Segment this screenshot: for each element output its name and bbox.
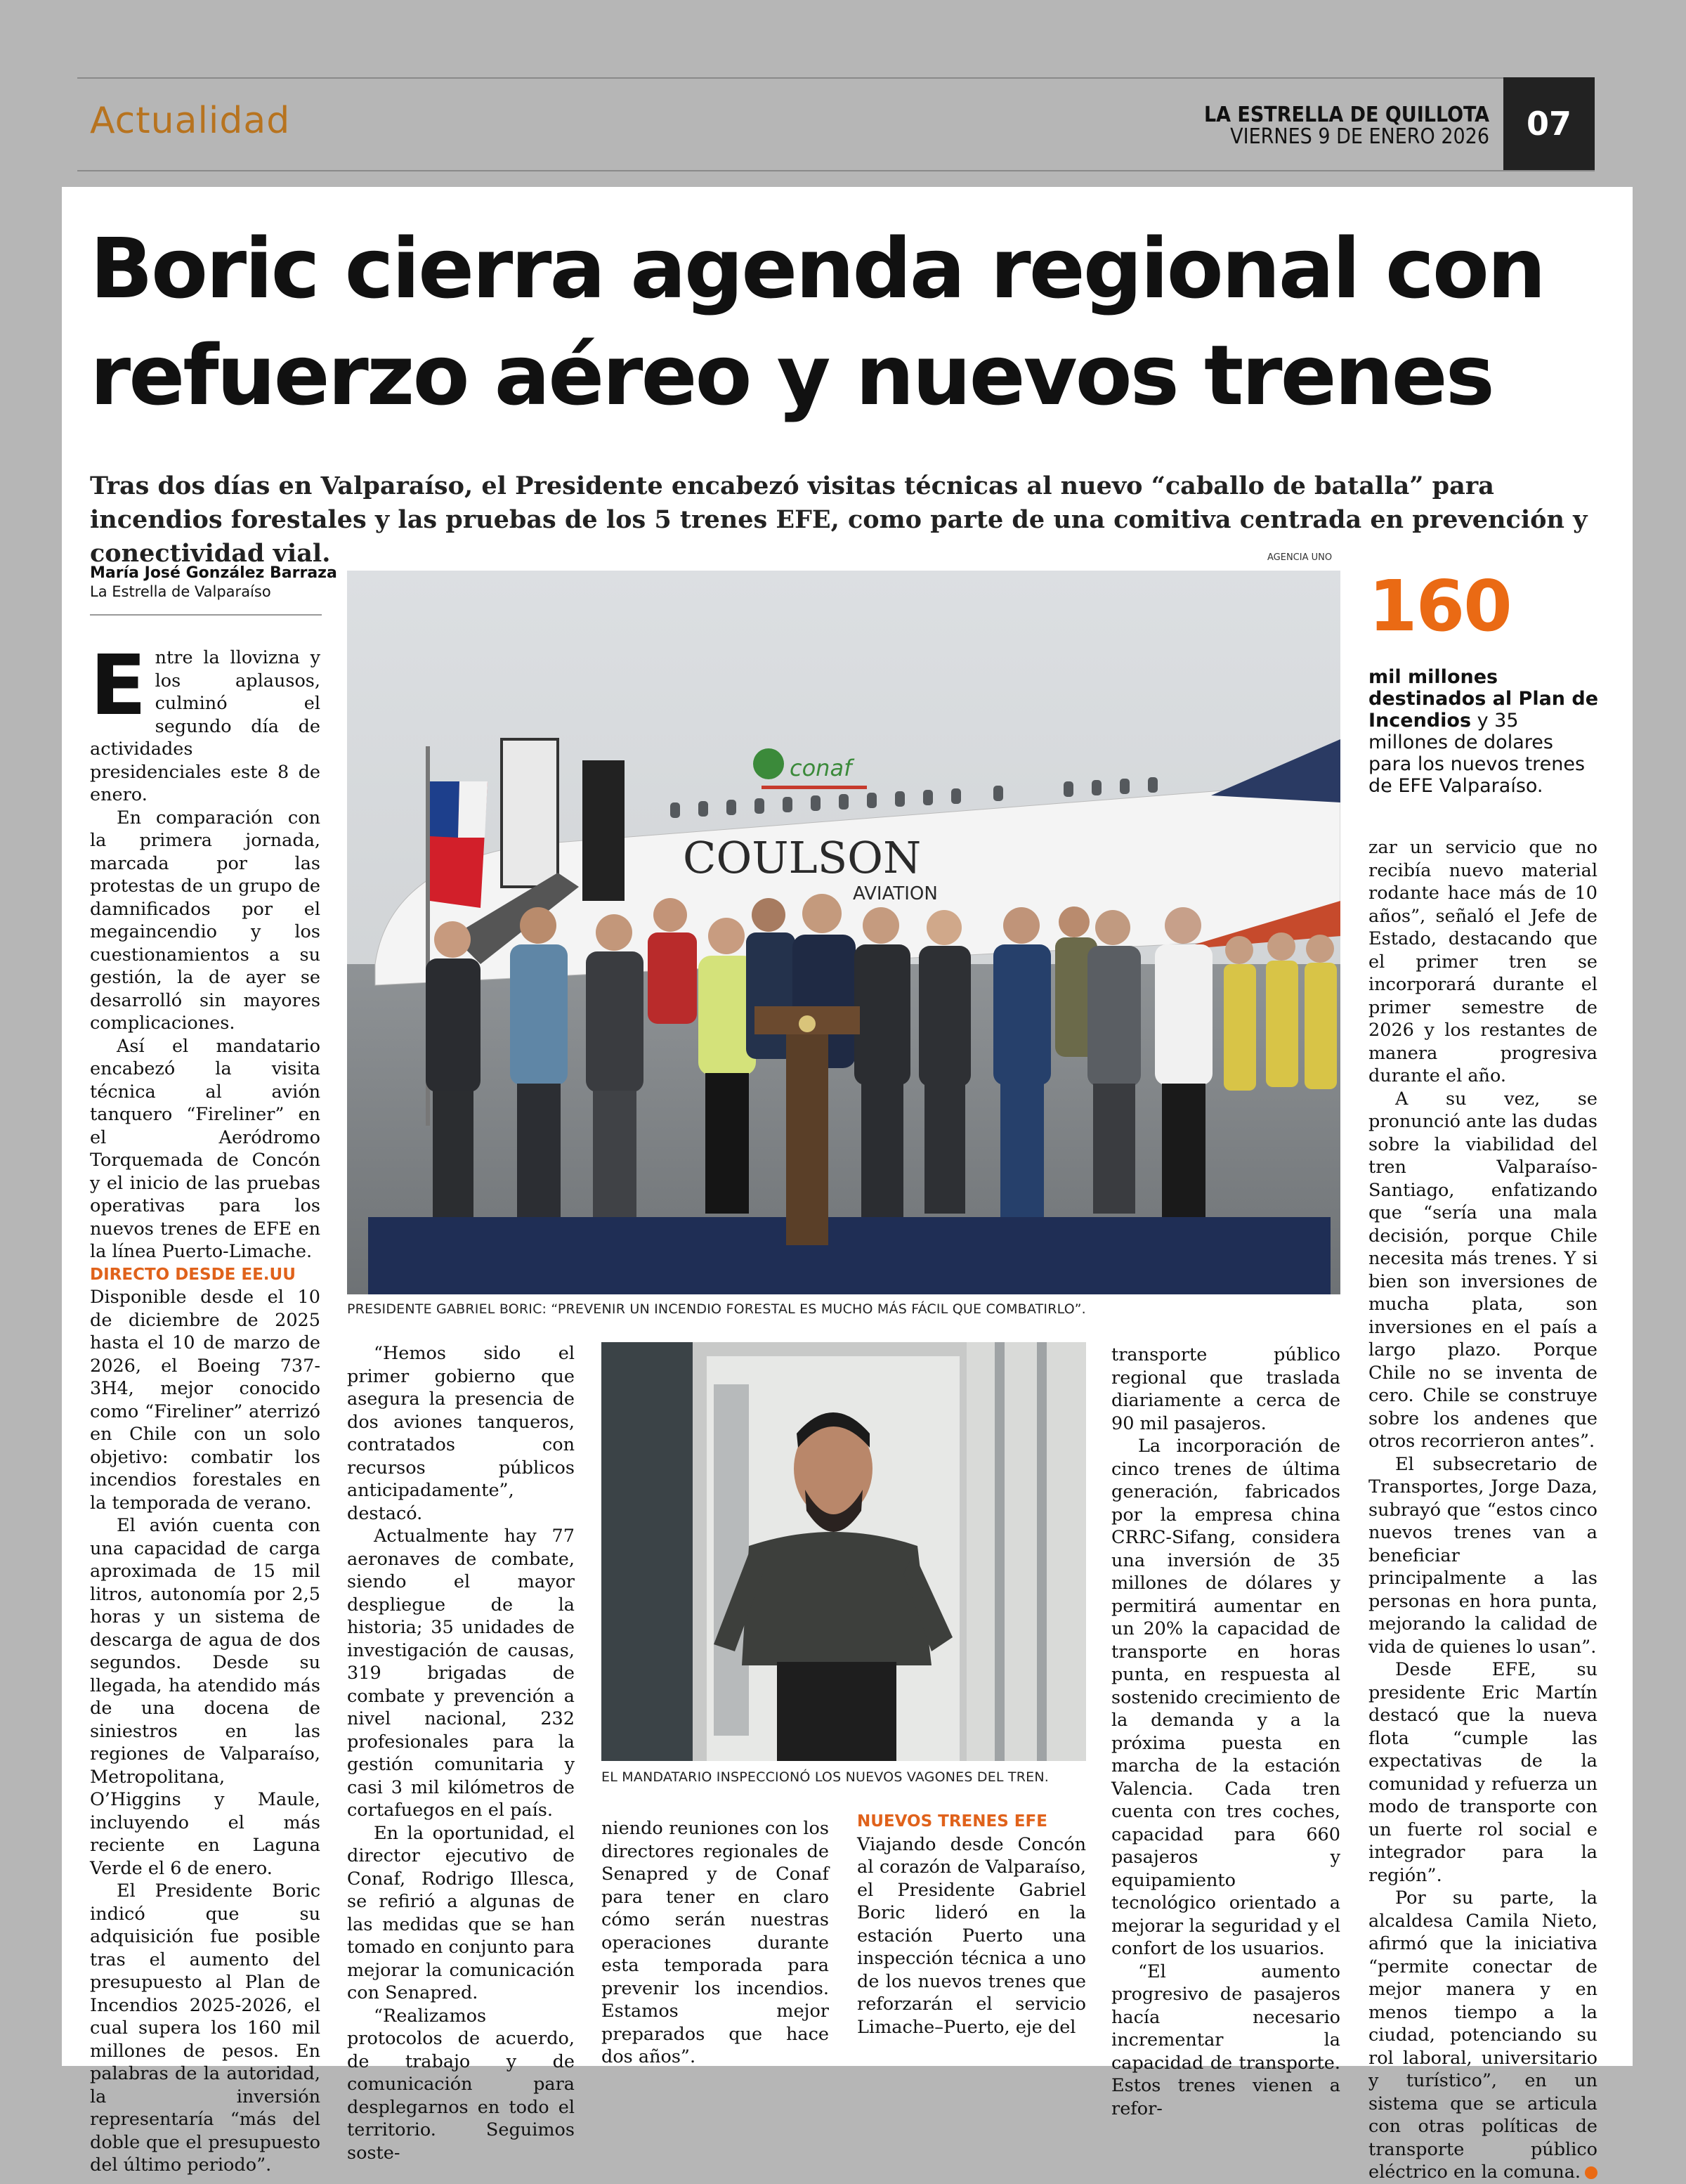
- paper-name: LA ESTRELLA DE QUILLOTA: [1203, 103, 1489, 127]
- subhead-directo: DIRECTO DESDE EE.UU: [90, 1265, 296, 1284]
- paragraph: Así el mandatario encabezó la visita técnica al avión tanquero “Fireliner” en el Aeródromo Torquemada de Concón y el inicio de las pruebas operativas para los nuevos trenes de EFE en la línea Puerto-Limache.: [90, 1035, 320, 1262]
- plane-brand: COULSON: [683, 832, 922, 883]
- paragraph: A su vez, se pronunció ante las dudas sobre la viabilidad del tren Valparaíso-Santiago, enfatizando que “sería una mala decisión, porque Chile necesita más trenes. Y si bien son inversiones de mucha plata, son inversiones en el país a largo plazo. Porque Chile no se inventa de cero. Chile se construye sobre los andenes que otros recorrieron antes”.: [1368, 1088, 1598, 1452]
- stat-text: [1368, 666, 1600, 797]
- person: [993, 907, 1051, 1217]
- conaf-logo-text: conaf: [790, 755, 852, 781]
- byline: [90, 564, 337, 602]
- author-name: María José González Barraza: [90, 564, 337, 582]
- paragraph: La incorporación de cinco trenes de última generación, fabricados por la empresa china CRRC-Sifang, considera una inversión de 35 millones de dólares y permitirá aumentar en un 20% la capacidad de transporte en horas punta, en respuesta al sostenido crecimiento de la demanda y a la próxima puesta en marcha de la estación Valencia. Cada tren cuenta con tres coches, capacidad para 660 pasajeros y equipamiento tecnológico orientado a mejorar la seguridad y el confort de los usuarios.: [1111, 1436, 1340, 1959]
- train-photo-caption: EL MANDATARIO INSPECCIONÓ LOS NUEVOS VAGONES DEL TREN.: [601, 1769, 1049, 1785]
- train-inspection-image: [601, 1342, 1086, 1761]
- lead-paragraph: Tras dos días en Valparaíso, el Presidente encabezó visitas técnicas al nuevo “caballo de batalla” para incendios forestales y las pruebas de los 5 trenes EFE, como parte de una comitiva centrada en prevención y conectividad vial.: [90, 472, 1588, 568]
- paragraph: Disponible desde el 10 de diciembre de 2025 hasta el 10 de marzo de 2026, el Boeing 737-3H4, mejor conocido como “Fireliner” aterrizó en Chile con un solo objetivo: combatir los incendios forestales en la temporada de verano.: [90, 1287, 320, 1514]
- paragraph: El Presidente Boric indicó que su adquisición fue posible tras el aumento del presupuesto al Plan de Incendios 2025-2026, el cual supera los 160 mil millones de pesos. En palabras de la autoridad, la inversión representaría “más del doble que el presupuesto del último periodo”.: [90, 1880, 320, 2176]
- paragraph: El avión cuenta con una capacidad de carga aproximada de 15 mil litros, autonomía por 2,5 horas y un sistema de descarga de agua de dos segundos. Desde su llegada, ha atendido más de una docena de siniestros en las regiones de Valparaíso, Metropolitana, O’Higgins y Maule, incluyendo el más reciente en Laguna Verde el 6 de enero.: [90, 1515, 320, 1879]
- paragraph: niendo reuniones con los directores regionales de Senapred y de Conaf para tener en claro cómo serán nuestras operaciones durante esta temporada para prevenir los incendios. Estamos mejor preparados que hace dos años”.: [601, 1818, 829, 2067]
- column-3: [601, 1817, 829, 2069]
- person: [1155, 907, 1213, 1217]
- photo-credit: AGENCIA UNO: [1267, 552, 1333, 563]
- column-5: [1111, 1344, 1340, 2120]
- paragraph: “Hemos sido el primer gobierno que asegura la presencia de dos aviones tanqueros, contratados con recursos públicos anticipadamente”, destacó.: [347, 1343, 575, 1524]
- person: [510, 907, 568, 1217]
- headline-line-1: Boric cierra agenda regional con: [90, 220, 1544, 317]
- subhead-trenes: NUEVOS TRENES EFE: [857, 1812, 1047, 1831]
- train-photo: [601, 1342, 1086, 1761]
- dropcap: E: [90, 637, 147, 734]
- issue-date: VIERNES 9 DE ENERO 2026: [1230, 124, 1489, 149]
- paragraph: “El aumento progresivo de pasajeros hacía necesario incrementar la capacidad de transporte. Estos trenes vienen a refor-: [1111, 1961, 1340, 2119]
- page-number: 07: [1503, 77, 1595, 170]
- section-label: Actualidad: [90, 100, 291, 142]
- paragraph: Actualmente hay 77 aeronaves de combate, siendo el mayor despliegue de la historia; 35 unidades de investigación de causas, 319 brigadas de combate y prevención a nivel nacional, 232 profesionales para la gestión comunitaria y casi 3 mil kilómetros de cortafuegos en el país.: [347, 1526, 575, 1821]
- byline-rule: [90, 614, 322, 616]
- paragraph: transporte público regional que traslada diariamente a cerca de 90 mil pasajeros.: [1111, 1344, 1340, 1434]
- paragraph: “Realizamos protocolos de acuerdo, de trabajo y de comunicación para desplegarnos en todo el territorio. Seguimos soste-: [347, 2005, 575, 2164]
- paragraph: El subsecretario de Transportes, Jorge Daza, subrayó que “estos cinco nuevos trenes van a beneficiar principalmente a las personas en hora punta, mejorando la calidad de vida de quienes lo usan”.: [1368, 1453, 1597, 1658]
- column-4: [857, 1810, 1086, 2039]
- column-2: [347, 1342, 575, 2164]
- person: [919, 910, 971, 1214]
- chile-flag: [430, 781, 488, 908]
- column-6: [1368, 836, 1597, 2184]
- headline-line-2: refuerzo aéreo y nuevos trenes: [90, 327, 1493, 424]
- headline: [90, 215, 1621, 429]
- paragraph: zar un servicio que no recibía nuevo material rodante hace más de 10 años”, señaló el Jefe de Estado, destacando que el primer tren se incorporará durante el primer semestre de 2026 y los restantes de manera progresiva durante el año.: [1368, 837, 1597, 1086]
- paragraph-text: ntre la llovizna y los aplausos, culminó el segundo día de actividades presidenciales este 8 de enero.: [90, 647, 320, 805]
- paragraph: [1368, 1887, 1597, 2184]
- person: [586, 914, 643, 1217]
- stat-bold: mil millones destinados al Plan de Incendios: [1368, 666, 1599, 732]
- main-photo: [347, 571, 1340, 1294]
- top-rule: [77, 77, 1595, 79]
- paragraph: Desde EFE, su presidente Eric Martín destacó que la nueva flota “cumple las expectativas de la comunidad y refuerza un modo de transporte con un fuerte rol social e integrador para la región”.: [1368, 1659, 1597, 1886]
- person: [1087, 910, 1141, 1214]
- press-conference-image: [347, 571, 1340, 1294]
- author-outlet: La Estrella de Valparaíso: [90, 583, 271, 600]
- paragraph: En comparación con la primera jornada, marcada por las protestas de un grupo de damnificados por el megaincendio y los cuestionamientos a su gestión, la de ayer se desarrolló sin mayores complicaciones.: [90, 807, 320, 1034]
- paragraph: En la oportunidad, el director ejecutivo de Conaf, Rodrigo Illesca, se refirió a algunas de las medidas que se han tomado en conjunto para mejorar la comunicación con Senapred.: [347, 1822, 575, 2003]
- stat-number: 160: [1368, 565, 1511, 647]
- paragraph: Viajando desde Concón al corazón de Valparaíso, el Presidente Gabriel Boric lideró en la estación Puerto una inspección técnica a uno de los nuevos trenes que reforzarán el servicio Limache–Puerto, eje del: [857, 1833, 1086, 2038]
- paragraph: [90, 637, 320, 807]
- stat-rest: y 35 millones de dolares para los nuevos trenes de EFE Valparaíso.: [1368, 710, 1586, 797]
- column-1: [90, 637, 320, 2177]
- plane-sub: AVIATION: [853, 883, 938, 904]
- end-mark-icon: [1585, 2166, 1597, 2179]
- paragraph-text: Por su parte, la alcaldesa Camila Nieto, afirmó que la iniciativa “permite conectar de mejor manera y en menos tiempo a la ciudad, potenciando su rol laboral, universitario y turístico”, en un sistema que se articula con otras políticas de transporte público eléctrico en la comuna.: [1368, 1887, 1597, 2183]
- person: [854, 907, 910, 1217]
- main-photo-caption: PRESIDENTE GABRIEL BORIC: “PREVENIR UN INCENDIO FORESTAL ES MUCHO MÁS FÁCIL QUE COMBATIRLO”.: [347, 1301, 1086, 1317]
- masthead: [1204, 104, 1489, 148]
- person: [426, 921, 481, 1217]
- header-rule: [77, 170, 1595, 171]
